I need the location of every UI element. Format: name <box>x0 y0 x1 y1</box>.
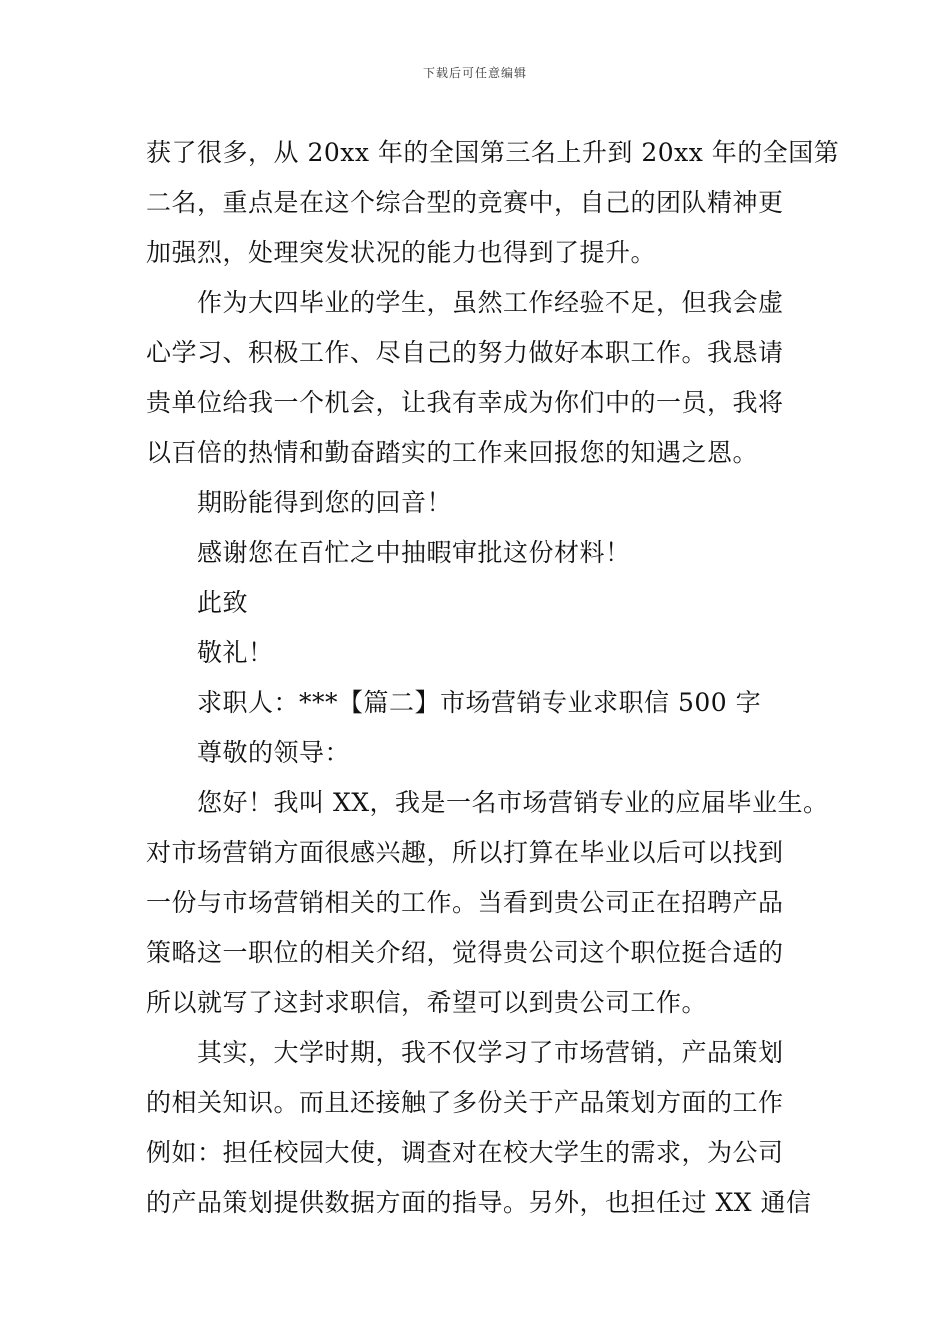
text-line: 您好！我叫 XX，我是一名市场营销专业的应届毕业生。 <box>197 788 829 817</box>
text-line: 作为大四毕业的学生，虽然工作经验不足，但我会虚 <box>197 288 784 317</box>
text-line: 策略这一职位的相关介绍，觉得贵公司这个职位挺合适的 <box>146 938 784 967</box>
text-line: 敬礼！ <box>197 638 274 667</box>
text-line: 加强烈，处理突发状况的能力也得到了提升。 <box>146 238 657 267</box>
text-line: 获了很多，从 20xx 年的全国第三名上升到 20xx 年的全国第 <box>146 138 840 167</box>
text-line: 期盼能得到您的回音！ <box>197 488 453 517</box>
text-line: 所以就写了这封求职信，希望可以到贵公司工作。 <box>146 988 708 1017</box>
text-line: 贵单位给我一个机会，让我有幸成为你们中的一员，我将 <box>146 388 784 417</box>
page-header: 下载后可任意编辑 <box>422 66 527 80</box>
text-line: 求职人：***【篇二】市场营销专业求职信 500 字 <box>197 688 762 717</box>
text-line: 例如：担任校园大使，调查对在校大学生的需求，为公司 <box>146 1138 784 1167</box>
text-line: 对市场营销方面很感兴趣，所以打算在毕业以后可以找到 <box>146 838 784 867</box>
text-line: 此致 <box>197 588 249 617</box>
text-line: 其实，大学时期，我不仅学习了市场营销，产品策划 <box>197 1038 784 1067</box>
document-body <box>146 128 840 1228</box>
text-line: 尊敬的领导： <box>197 738 351 767</box>
text-line: 的产品策划提供数据方面的指导。另外，也担任过 XX 通信 <box>146 1188 812 1217</box>
text-line: 一份与市场营销相关的工作。当看到贵公司正在招聘产品 <box>146 888 784 917</box>
text-line: 感谢您在百忙之中抽暇审批这份材料！ <box>197 538 631 567</box>
text-line: 以百倍的热情和勤奋踏实的工作来回报您的知遇之恩。 <box>146 438 759 467</box>
text-line: 的相关知识。而且还接触了多份关于产品策划方面的工作 <box>146 1088 784 1117</box>
text-line: 心学习、积极工作、尽自己的努力做好本职工作。我恳请 <box>146 338 784 367</box>
text-line: 二名，重点是在这个综合型的竞赛中，自己的团队精神更 <box>146 188 784 217</box>
